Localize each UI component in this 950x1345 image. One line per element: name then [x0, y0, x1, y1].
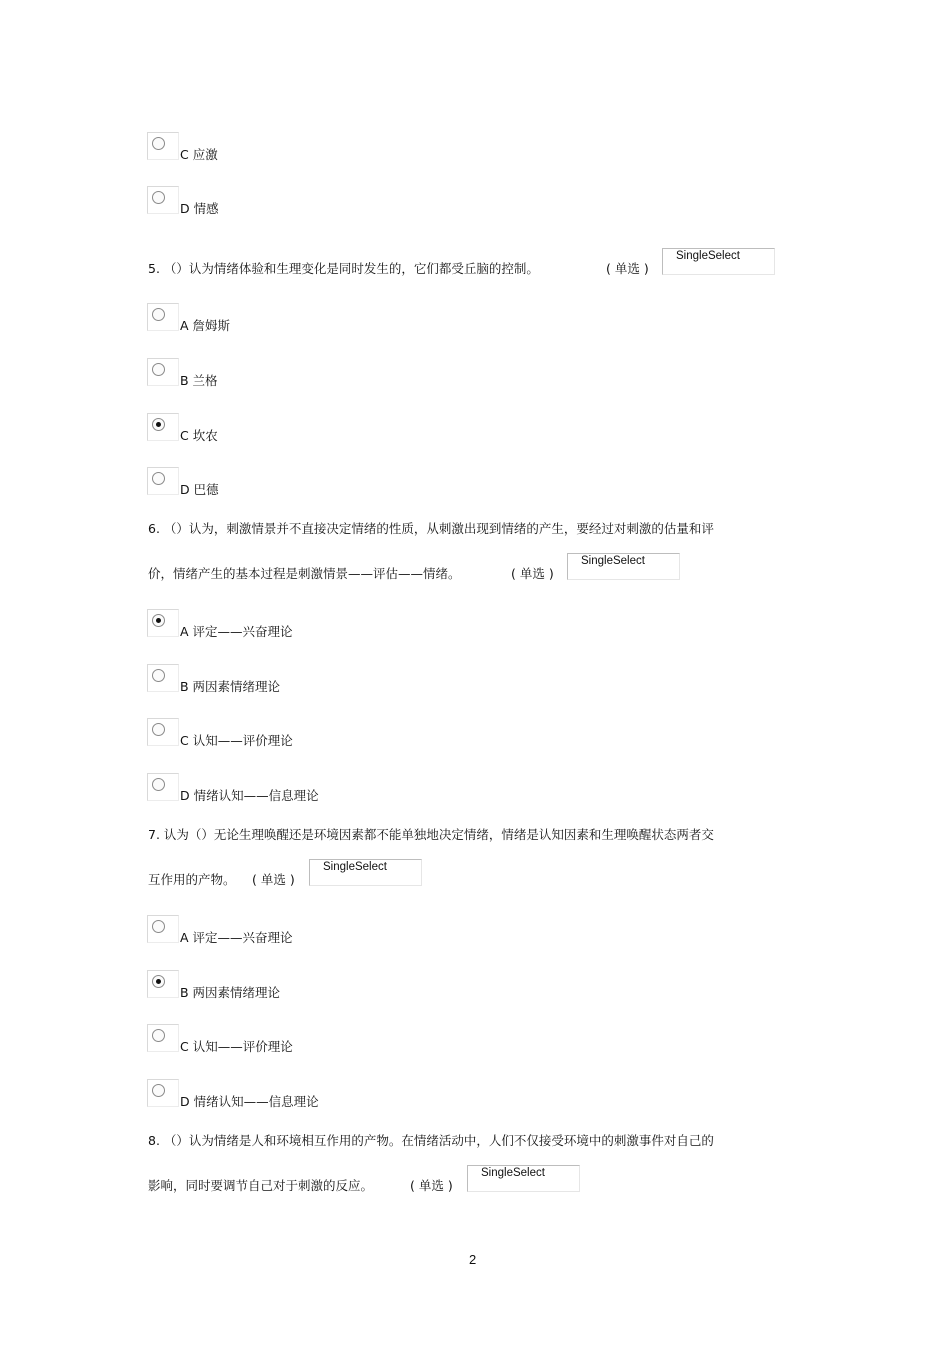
question-7-select[interactable]: SingleSelect: [309, 859, 422, 886]
option-q6-c[interactable]: [147, 718, 447, 748]
question-5-text: 5. （）认为情绪体验和生理变化是同时发生的，它们都受丘脑的控制。: [148, 261, 539, 276]
question-8-text-line1: 8. （）认为情绪是人和环境相互作用的产物。在情绪活动中，人们不仅接受环境中的刺激事件对自己的: [148, 1133, 714, 1148]
option-q5-a[interactable]: [147, 303, 447, 333]
option-q5-c[interactable]: [147, 413, 447, 443]
radio-frame: [147, 970, 179, 998]
option-q6-b[interactable]: [147, 664, 447, 694]
question-7-text-line1: 7. 认为（）无论生理唤醒还是环境因素都不能单独地决定情绪，情绪是认知因素和生理唤醒状态两者交: [148, 827, 714, 842]
radio-button-q7-a[interactable]: [152, 920, 165, 933]
option-q7-d[interactable]: [147, 1079, 447, 1109]
radio-frame: [147, 915, 179, 943]
question-8-type: ( 单选 ): [410, 1178, 453, 1193]
option-label: A 詹姆斯: [180, 318, 231, 333]
option-q5-b[interactable]: [147, 358, 447, 388]
question-5-select[interactable]: SingleSelect: [662, 248, 775, 275]
option-label: A 评定——兴奋理论: [180, 930, 293, 945]
option-label: B 兰格: [180, 373, 218, 388]
radio-frame: [147, 186, 179, 214]
radio-frame: [147, 1079, 179, 1107]
radio-button-q6-c[interactable]: [152, 723, 165, 736]
question-7-text-line2: 互作用的产物。: [148, 872, 236, 887]
option-q7-c[interactable]: [147, 1024, 447, 1054]
radio-button-q7-b[interactable]: [152, 975, 165, 988]
radio-button-q6-d[interactable]: [152, 778, 165, 791]
question-6-select[interactable]: SingleSelect: [567, 553, 680, 580]
option-q7-b[interactable]: [147, 970, 447, 1000]
question-7-type: ( 单选 ): [252, 872, 295, 887]
option-q4-d[interactable]: [147, 186, 447, 216]
radio-frame: [147, 773, 179, 801]
radio-button-q5-a[interactable]: [152, 308, 165, 321]
radio-frame: [147, 358, 179, 386]
question-6-text-line2: 价，情绪产生的基本过程是刺激情景——评估——情绪。: [148, 566, 461, 581]
question-6-text-line1: 6. （）认为，刺激情景并不直接决定情绪的性质，从刺激出现到情绪的产生，要经过对刺激的估量和评: [148, 521, 714, 536]
option-q5-d[interactable]: [147, 467, 447, 497]
radio-button-q4-d[interactable]: [152, 191, 165, 204]
question-5-type: ( 单选 ): [606, 261, 649, 276]
page-number: 2: [469, 1252, 477, 1267]
option-label: C 认知——评价理论: [180, 733, 293, 748]
option-q7-a[interactable]: [147, 915, 447, 945]
question-8-select[interactable]: SingleSelect: [467, 1165, 580, 1192]
question-6-type: ( 单选 ): [511, 566, 554, 581]
radio-button-q5-d[interactable]: [152, 472, 165, 485]
radio-frame: [147, 718, 179, 746]
radio-frame: [147, 413, 179, 441]
option-label: B 两因素情绪理论: [180, 985, 281, 1000]
option-label: D 情绪认知——信息理论: [180, 1094, 319, 1109]
radio-button-q6-b[interactable]: [152, 669, 165, 682]
option-q6-a[interactable]: [147, 609, 447, 639]
option-label: D 情绪认知——信息理论: [180, 788, 319, 803]
question-8-text-line2: 影响，同时要调节自己对于刺激的反应。: [148, 1178, 374, 1193]
option-q4-c[interactable]: [147, 132, 447, 162]
radio-button-q5-c[interactable]: [152, 418, 165, 431]
option-label: C 应激: [180, 147, 218, 162]
radio-frame: [147, 467, 179, 495]
option-label: C 坎农: [180, 428, 218, 443]
radio-frame: [147, 1024, 179, 1052]
radio-button-q6-a[interactable]: [152, 614, 165, 627]
radio-button-q4-c[interactable]: [152, 137, 165, 150]
radio-button-q5-b[interactable]: [152, 363, 165, 376]
option-label: D 巴德: [180, 482, 219, 497]
radio-frame: [147, 132, 179, 160]
radio-frame: [147, 664, 179, 692]
option-label: B 两因素情绪理论: [180, 679, 281, 694]
radio-button-q7-c[interactable]: [152, 1029, 165, 1042]
radio-frame: [147, 609, 179, 637]
radio-button-q7-d[interactable]: [152, 1084, 165, 1097]
radio-frame: [147, 303, 179, 331]
option-q6-d[interactable]: [147, 773, 447, 803]
option-label: D 情感: [180, 201, 219, 216]
option-label: A 评定——兴奋理论: [180, 624, 293, 639]
option-label: C 认知——评价理论: [180, 1039, 293, 1054]
